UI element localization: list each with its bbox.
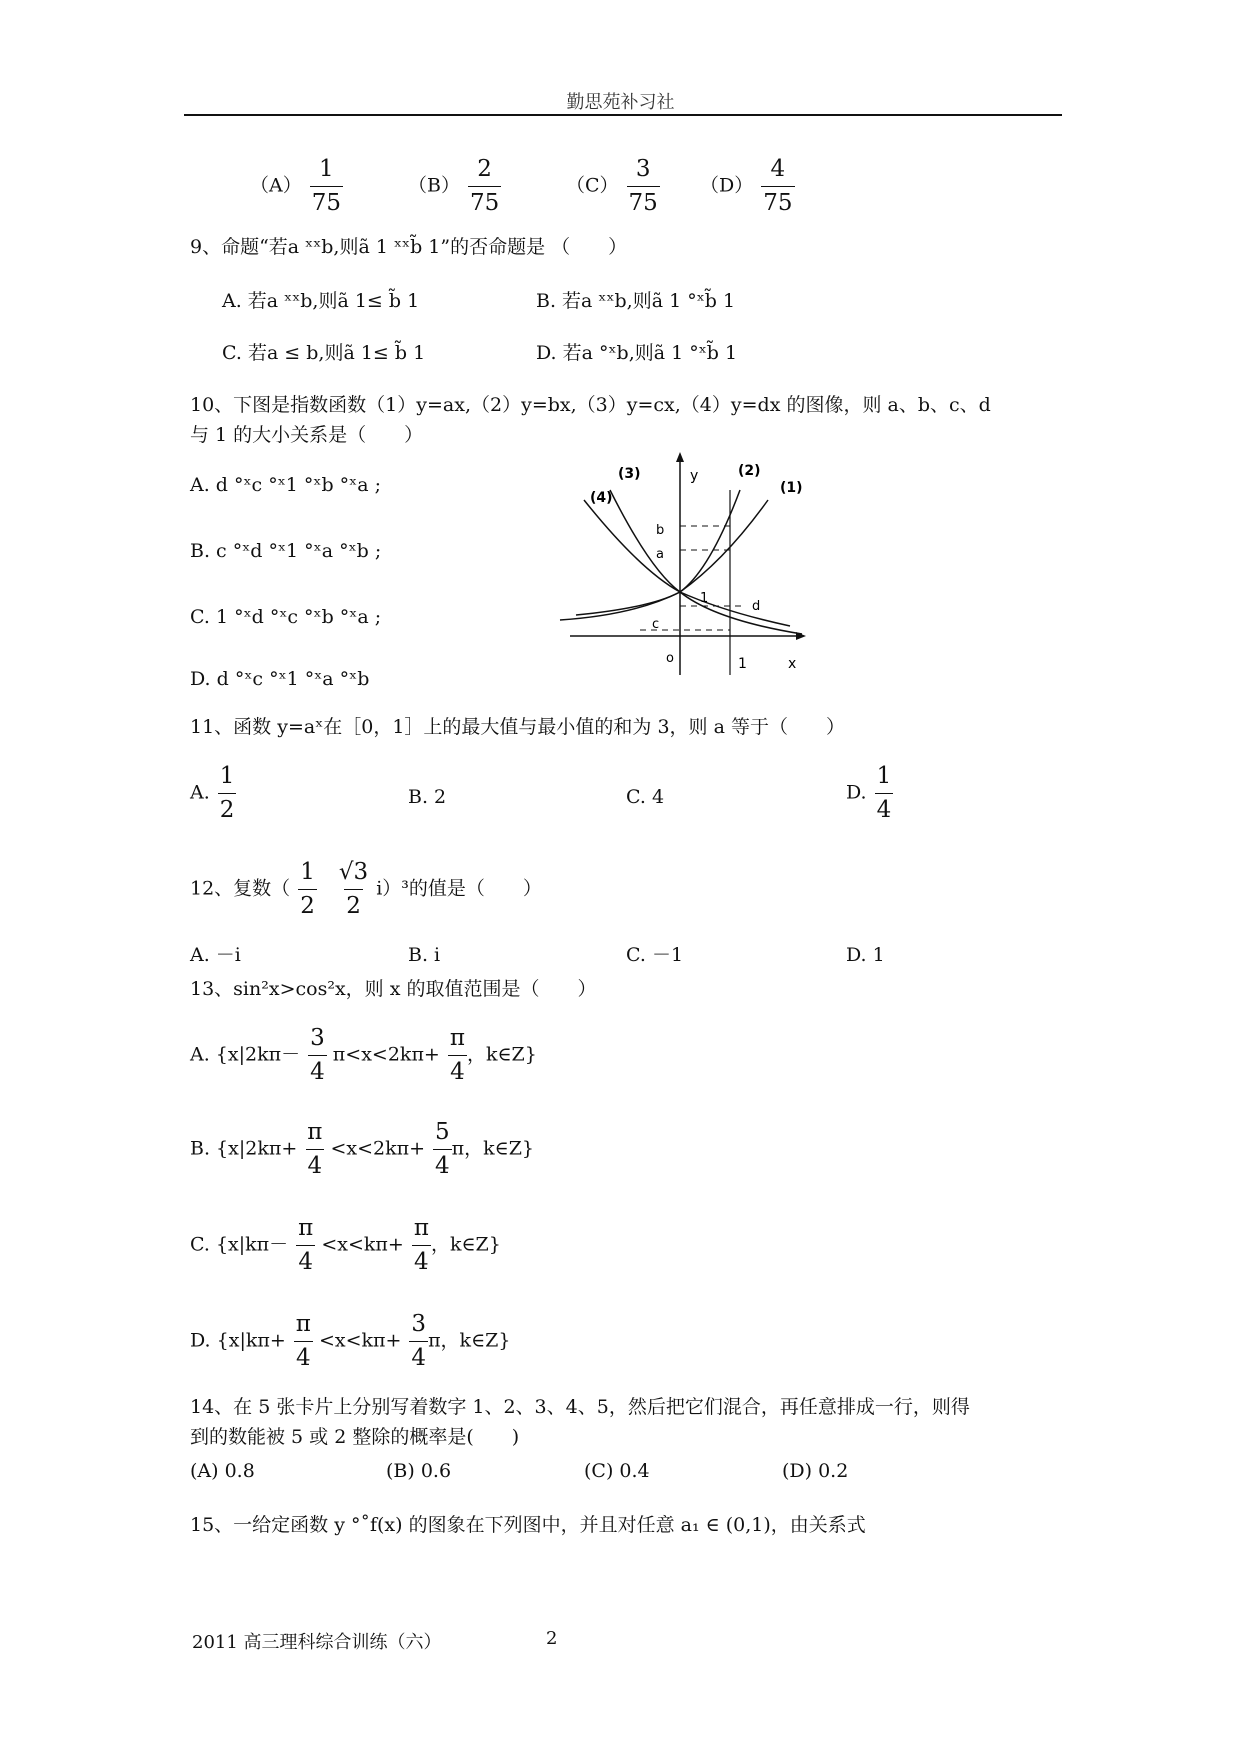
q14-option-a: (A) 0.8 (190, 1460, 255, 1482)
q11-option-b: B. 2 (408, 786, 447, 808)
q10-stem-line1: 10、下图是指数函数（1）y=ax,（2）y=bx,（3）y=cx,（4）y=dx 的图像，则 a、b、c、d (190, 394, 991, 416)
point-one-label: 1 (700, 591, 709, 606)
q12-option-b: B. i (408, 944, 441, 966)
q13-option-b: B. {x|2kπ+ $\frac{\pi}{4}$ <x<2kπ+ $\frac{5}{4}$ π，k∈Z} (190, 1119, 535, 1179)
graph-y-arrow (676, 452, 684, 462)
point-b-label: b (656, 523, 665, 538)
q8-option-d: （D） $\frac{4}{75}$ (700, 156, 793, 216)
q9-option-c: C. 若a ≤ b,则ã 1≤ b̃ 1 (222, 342, 426, 364)
q14-option-c: (C) 0.4 (584, 1460, 650, 1482)
point-d-label: d (752, 599, 761, 614)
q9-option-a: A. 若a ˣˣb,则ã 1≤ b̃ 1 (222, 290, 420, 312)
axis-y-label: y (690, 468, 699, 484)
q13-option-c: C. {x|kπ－ $\frac{\pi}{4}$ <x<kπ+ $\frac{\pi}{4}$ ，k∈Z} (190, 1215, 501, 1275)
q11-option-c: C. 4 (626, 786, 665, 808)
q11-option-d: D. $\frac{1}{4}$ (846, 763, 892, 823)
point-c-label: c (652, 617, 660, 632)
label-4: (4) (590, 490, 613, 506)
q14-stem-line1: 14、在 5 张卡片上分别写着数字 1、2、3、4、5，然后把它们混合，再任意排成一行，则得 (190, 1396, 970, 1418)
q11-option-a: A. $\frac{1}{2}$ (190, 763, 235, 823)
q8-option-a: （A） $\frac{1}{75}$ (250, 156, 342, 216)
q10-option-c: C. 1 °ˣd °ˣc °ˣb °ˣa ; (190, 606, 382, 628)
q15-stem-line1: 15、一给定函数 y °˚f(x) 的图象在下列图中，并且对任意 a₁ ∈ (0,1)，由关系式 (190, 1514, 866, 1536)
q9-option-d: D. 若a °ˣb,则ã 1 °ˣb̃ 1 (536, 342, 738, 364)
page-number: 2 (546, 1628, 558, 1649)
point-a-label: a (656, 547, 664, 562)
label-2: (2) (738, 463, 761, 479)
origin-label: o (666, 651, 674, 666)
q11-stem: 11、函数 y=aˣ在［0，1］上的最大值与最小值的和为 3，则 a 等于（ ） (190, 716, 845, 738)
q10-option-a: A. d °ˣc °ˣ1 °ˣb °ˣa ; (190, 474, 381, 496)
label-1: (1) (780, 480, 803, 496)
q14-stem-line2: 到的数能被 5 或 2 整除的概率是( ) (190, 1426, 520, 1448)
q12-option-a: A. －i (190, 944, 241, 966)
q13-option-d: D. {x|kπ+ $\frac{\pi}{4}$ <x<kπ+ $\frac{3}{4}$ π，k∈Z} (190, 1311, 511, 1371)
q12-stem: 12、复数（ $\frac{1}{2}$ $\frac{√3}{2}$ i）³的值是（ ） (190, 859, 542, 919)
label-3: (3) (618, 466, 641, 482)
curve-1 (560, 500, 768, 620)
q10-stem-line2: 与 1 的大小关系是（ ） (190, 424, 424, 446)
q13-option-a: A. {x|2kπ－ $\frac{3}{4}$ π<x<2kπ+ $\frac{\pi}{4}$ ，k∈Z} (190, 1025, 537, 1085)
q12-option-c: C. －1 (626, 944, 684, 966)
q8-option-c: （C） $\frac{3}{75}$ (566, 156, 658, 216)
page-header: 勤思苑补习社 (566, 92, 675, 113)
q12-option-d: D. 1 (846, 944, 885, 966)
q9-option-b: B. 若a ˣˣb,则ã 1 °ˣb̃ 1 (536, 290, 736, 312)
q9-stem: 9、命题“若a ˣˣb,则ã 1 ˣˣb̃ 1”的否命题是 （ ） (190, 236, 628, 258)
header-rule (184, 114, 1062, 116)
q10-option-b: B. c °ˣd °ˣ1 °ˣa °ˣb ; (190, 540, 382, 562)
footer-title: 2011 高三理科综合训练（六） (192, 1632, 442, 1653)
q10-option-d: D. d °ˣc °ˣ1 °ˣa °ˣb (190, 668, 370, 690)
q8-option-b: （B） $\frac{2}{75}$ (408, 156, 500, 216)
axis-x-label: x (788, 656, 797, 672)
q13-stem: 13、sin²x>cos²x，则 x 的取值范围是（ ） (190, 978, 597, 1000)
tick-1-label: 1 (738, 656, 747, 672)
q14-option-b: (B) 0.6 (386, 1460, 452, 1482)
q14-option-d: (D) 0.2 (782, 1460, 849, 1482)
exponential-graph (540, 450, 810, 680)
